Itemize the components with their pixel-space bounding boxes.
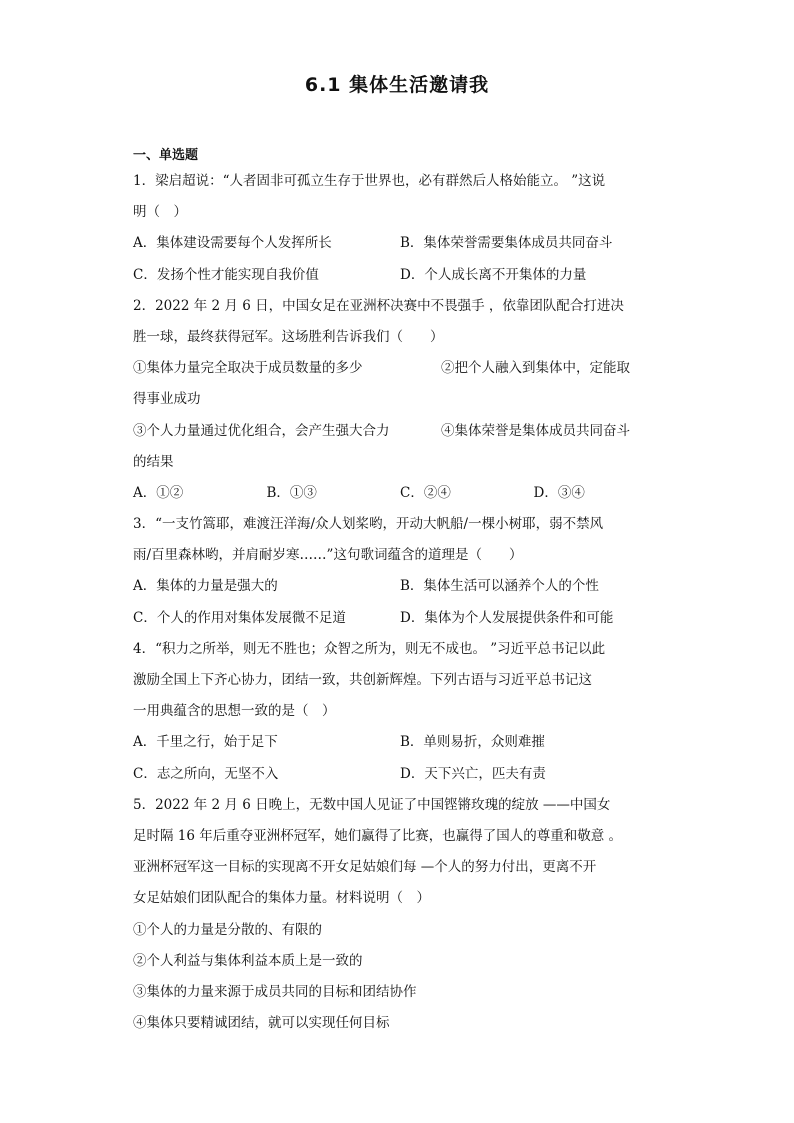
question-stem-line: 3．“一支竹篙耶，难渡汪洋海/众人划桨哟，开动大帆船/一棵小树耶，弱不禁风 (133, 516, 604, 533)
question-stem-line: 亚洲杯冠军这一目标的实现离不开女足姑娘们每 —个人的努力付出，更离不开 (133, 859, 597, 876)
question-list (133, 166, 667, 1039)
option-a[interactable]: A．①② (133, 484, 184, 501)
option-c[interactable]: C．②④ (400, 484, 451, 501)
options-row (133, 260, 667, 291)
question-4 (133, 634, 667, 790)
question-stem-line: 5．2022 年 2 月 6 日晚上，无数中国人见证了中国铿锵玫瑰的绽放 ——中国女 (133, 796, 611, 813)
question-stem-line: 足时隔 16 年后重夺亚洲杯冠军，她们赢得了比赛，也赢得了国人的尊重和敬意 。 (133, 827, 623, 844)
question-stem-line: 雨/百里森林哟，并肩耐岁寒……”这句歌词蕴含的道理是（ ） (133, 547, 523, 564)
question-stem-line: 4．“积力之所举，则无不胜也；众智之所为，则无不成也。 ”习近平总书记以此 (133, 640, 606, 657)
statement-4: ④集体荣誉是集体成员共同奋斗 (441, 422, 630, 439)
statement-1: ①集体力量完全取决于成员数量的多少 (133, 360, 363, 377)
option-a[interactable]: A．集体建设需要每个人发挥所长 (133, 235, 332, 252)
question-stem-line: 2．2022 年 2 月 6 日，中国女足在亚洲杯决赛中不畏强手 ，依靠团队配合打进决 (133, 297, 624, 314)
option-b[interactable]: B．①③ (266, 484, 317, 501)
option-b[interactable]: B．单则易折，众则难摧 (400, 734, 545, 751)
document-title: 6.1 集体生活邀请我 (304, 74, 490, 96)
statement-continuation: 的结果 (133, 453, 174, 470)
options-row (133, 759, 667, 790)
option-d[interactable]: D．个人成长离不开集体的力量 (400, 266, 587, 283)
statement-4: ④集体只要精诚团结，就可以实现任何目标 (133, 1015, 390, 1032)
option-d[interactable]: D．集体为个人发展提供条件和可能 (400, 609, 614, 626)
statement-3: ③集体的力量来源于成员共同的目标和团结协作 (133, 983, 417, 1000)
option-c[interactable]: C．个人的作用对集体发展微不足道 (133, 609, 346, 626)
statement-1: ①个人的力量是分散的、有限的 (133, 921, 322, 938)
question-stem-line: 激励全国上下齐心协力，团结一致，共创新辉煌。下列古语与习近平总书记这 (133, 672, 592, 688)
question-stem-line: 明（ ） (133, 204, 187, 221)
statement-3: ③个人力量通过优化组合，会产生强大合力 (133, 422, 390, 439)
statement-row (133, 353, 667, 384)
statement-row (133, 416, 667, 447)
option-a[interactable]: A．集体的力量是强大的 (133, 578, 278, 595)
option-d[interactable]: D．③④ (533, 484, 585, 501)
question-stem-line: 一用典蕴含的思想一致的是（ ） (133, 703, 336, 720)
question-3 (133, 509, 667, 634)
options-row (133, 727, 667, 758)
option-d[interactable]: D．天下兴亡，匹夫有责 (400, 765, 546, 782)
options-row (133, 478, 667, 509)
question-stem-line: 胜一球，最终获得冠军。这场胜利告诉我们（ ） (133, 328, 444, 345)
section-heading: 一、单选题 (133, 148, 199, 163)
question-stem-line: 1．梁启超说：“人者固非可孤立生存于世界也，必有群然后人格始能立。 ”这说 (133, 173, 606, 189)
option-c[interactable]: C．发扬个性才能实现自我价值 (133, 266, 319, 283)
statement-2: ②把个人融入到集体中，定能取 (441, 360, 630, 377)
statement-continuation: 得事业成功 (133, 391, 201, 408)
question-5 (133, 790, 667, 1040)
option-b[interactable]: B．集体荣誉需要集体成员共同奋斗 (400, 235, 613, 252)
option-c[interactable]: C．志之所向，无坚不入 (133, 765, 279, 782)
option-b[interactable]: B．集体生活可以涵养个人的个性 (400, 578, 599, 595)
question-stem-line: 女足姑娘们团队配合的集体力量。材料说明（ ） (133, 890, 430, 907)
option-a[interactable]: A．千里之行，始于足下 (133, 734, 278, 751)
statement-2: ②个人利益与集体利益本质上是一致的 (133, 952, 363, 969)
question-1 (133, 166, 667, 291)
options-row (133, 603, 667, 634)
options-row (133, 571, 667, 602)
question-2 (133, 291, 667, 509)
options-row (133, 228, 667, 259)
